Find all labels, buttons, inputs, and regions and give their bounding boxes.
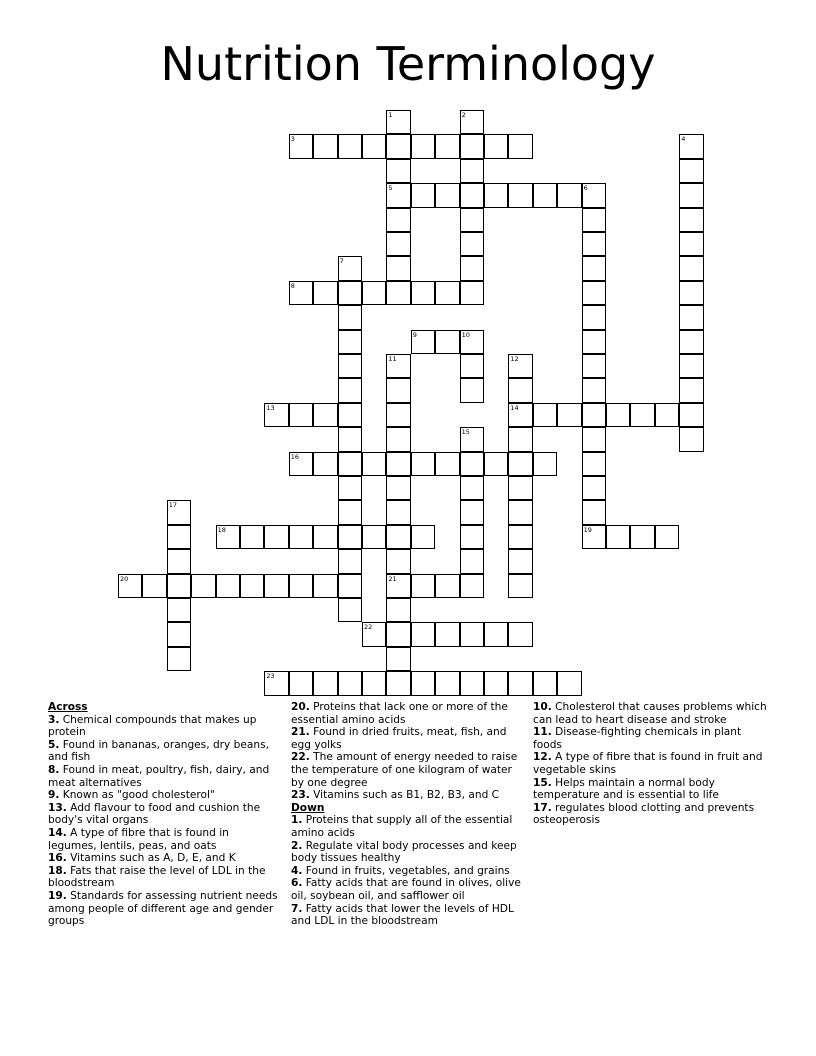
grid-cell[interactable] <box>338 330 362 354</box>
clue-number: 3. <box>48 713 60 726</box>
grid-cell[interactable] <box>338 305 362 329</box>
grid-cell[interactable] <box>655 403 679 427</box>
grid-cell[interactable] <box>508 671 532 695</box>
clue-number: 19. <box>48 889 67 902</box>
clue-number: 1. <box>291 814 303 827</box>
grid-cell[interactable] <box>191 574 215 598</box>
grid-cell[interactable] <box>362 452 386 476</box>
grid-cell[interactable] <box>582 452 606 476</box>
grid-cell[interactable] <box>167 574 191 598</box>
clue-number: 18. <box>48 864 67 877</box>
grid-cell[interactable] <box>264 403 288 427</box>
grid-cell[interactable] <box>679 427 703 451</box>
grid-cell[interactable] <box>289 574 313 598</box>
grid-cell[interactable] <box>460 476 484 500</box>
grid-cell[interactable] <box>460 378 484 402</box>
grid-cell[interactable] <box>582 427 606 451</box>
grid-cell[interactable] <box>484 622 508 646</box>
grid-cell[interactable] <box>460 134 484 158</box>
grid-cell[interactable] <box>460 671 484 695</box>
grid-cell[interactable] <box>386 598 410 622</box>
grid-cell[interactable] <box>679 378 703 402</box>
grid-cell[interactable] <box>289 403 313 427</box>
grid-cell[interactable] <box>411 622 435 646</box>
clue-column-2 <box>291 701 527 928</box>
grid-cell[interactable] <box>508 403 532 427</box>
clue-item <box>48 865 280 890</box>
grid-cell[interactable] <box>386 232 410 256</box>
clue-item <box>291 840 527 865</box>
grid-cell[interactable] <box>582 403 606 427</box>
grid-cell[interactable] <box>167 647 191 671</box>
grid-cell[interactable] <box>557 403 581 427</box>
across-heading: Across <box>48 701 88 713</box>
clue-text: Regulate vital body processes and keep body tissues healthy <box>291 839 517 865</box>
grid-cell[interactable] <box>460 208 484 232</box>
grid-cell[interactable] <box>167 525 191 549</box>
clue-item <box>48 852 280 865</box>
grid-cell[interactable] <box>508 183 532 207</box>
grid-cell[interactable] <box>338 403 362 427</box>
grid-cell[interactable] <box>386 378 410 402</box>
grid-cell[interactable] <box>679 354 703 378</box>
clue-item <box>48 789 280 802</box>
grid-cell[interactable] <box>338 354 362 378</box>
clue-text: Found in fruits, vegetables, and grains <box>302 864 510 877</box>
grid-cell[interactable] <box>435 622 459 646</box>
clue-text: Found in dried fruits, meat, fish, and egg yolks <box>291 726 507 751</box>
grid-cell[interactable] <box>289 525 313 549</box>
grid-cell[interactable] <box>460 183 484 207</box>
clue-number-label: 20 <box>120 574 129 583</box>
clue-item <box>48 764 280 789</box>
clue-text: Fatty acids that are found in olives, olive oil, soybean oil, and safflower oil <box>291 877 521 902</box>
grid-cell[interactable] <box>435 452 459 476</box>
grid-cell[interactable] <box>460 622 484 646</box>
clue-number-label: 5 <box>388 184 393 193</box>
grid-cell[interactable] <box>679 256 703 280</box>
clue-text: A type of fibre that is found in legumes, lentils, peas, and oats <box>48 826 229 852</box>
clue-number: 11. <box>533 726 552 739</box>
grid-cell[interactable] <box>338 549 362 573</box>
grid-cell[interactable] <box>167 598 191 622</box>
grid-cell[interactable] <box>460 549 484 573</box>
grid-cell[interactable] <box>264 671 288 695</box>
grid-cell[interactable] <box>167 500 191 524</box>
grid-cell[interactable] <box>508 525 532 549</box>
grid-cell[interactable] <box>386 403 410 427</box>
grid-cell[interactable] <box>508 500 532 524</box>
clue-item <box>533 701 769 726</box>
clue-number: 16. <box>48 852 67 865</box>
grid-cell[interactable] <box>508 622 532 646</box>
grid-cell[interactable] <box>508 427 532 451</box>
clue-number: 13. <box>48 801 67 814</box>
grid-cell[interactable] <box>313 452 337 476</box>
grid-cell[interactable] <box>582 354 606 378</box>
grid-cell[interactable] <box>362 525 386 549</box>
grid-cell[interactable] <box>533 671 557 695</box>
grid-cell[interactable] <box>435 183 459 207</box>
clue-text: Fatty acids that lower the levels of HDL and LDL in the bloodstream <box>291 902 514 928</box>
grid-cell[interactable] <box>386 476 410 500</box>
grid-cell[interactable] <box>508 549 532 573</box>
grid-cell[interactable] <box>411 525 435 549</box>
clue-number-label: 21 <box>388 574 397 583</box>
grid-cell[interactable] <box>386 159 410 183</box>
clue-item <box>291 814 527 839</box>
clue-item <box>533 802 769 827</box>
grid-cell[interactable] <box>118 574 142 598</box>
clue-text: regulates blood clotting and prevents osteoperosis <box>533 801 755 827</box>
clue-number-label: 1 <box>388 111 393 119</box>
grid-cell[interactable] <box>508 134 532 158</box>
grid-cell[interactable] <box>386 622 410 646</box>
grid-cell[interactable] <box>460 574 484 598</box>
grid-cell[interactable] <box>216 574 240 598</box>
clue-text: Vitamins such as A, D, E, and K <box>66 852 236 865</box>
grid-cell[interactable] <box>411 671 435 695</box>
grid-cell[interactable] <box>460 256 484 280</box>
grid-cell[interactable] <box>460 330 484 354</box>
grid-cell[interactable] <box>582 281 606 305</box>
grid-cell[interactable] <box>533 183 557 207</box>
clue-item <box>291 726 527 751</box>
clue-item <box>48 739 280 764</box>
grid-cell[interactable] <box>460 500 484 524</box>
clue-number: 12. <box>533 751 552 764</box>
grid-cell[interactable] <box>679 183 703 207</box>
clue-number-label: 15 <box>461 428 470 437</box>
grid-cell[interactable] <box>460 525 484 549</box>
clue-text: Known as "good cholesterol" <box>59 789 215 802</box>
grid-cell[interactable] <box>435 671 459 695</box>
clue-number: 6. <box>291 877 303 890</box>
clue-number-label: 10 <box>461 330 470 339</box>
clue-number-label: 22 <box>364 623 373 632</box>
clue-number-label: 9 <box>412 330 417 339</box>
clue-item <box>533 777 769 802</box>
clue-item <box>48 890 280 928</box>
grid-cell[interactable] <box>289 281 313 305</box>
down-heading: Down <box>291 801 325 814</box>
grid-cell[interactable] <box>533 403 557 427</box>
clue-number-label: 2 <box>461 111 466 119</box>
clue-item <box>291 789 527 802</box>
clue-number: 2. <box>291 839 303 852</box>
clue-number-label: 16 <box>290 452 300 461</box>
grid-cell[interactable] <box>289 134 313 158</box>
grid-cell[interactable] <box>435 281 459 305</box>
grid-cell[interactable] <box>264 525 288 549</box>
grid-cell[interactable] <box>460 110 484 134</box>
grid-cell[interactable] <box>386 549 410 573</box>
clue-text: Helps maintain a normal body temperature and is essential to life <box>533 776 719 802</box>
clue-number-label: 14 <box>510 403 519 412</box>
grid-cell[interactable] <box>460 354 484 378</box>
grid-cell[interactable] <box>411 281 435 305</box>
clue-column-3 <box>533 701 769 827</box>
grid-cell[interactable] <box>338 256 362 280</box>
clue-text: Proteins that lack one or more of the essential amino acids <box>291 701 508 726</box>
grid-cell[interactable] <box>484 183 508 207</box>
clue-number-label: 11 <box>388 355 397 363</box>
clue-text: Disease-fighting chemicals in plant foods <box>533 726 742 751</box>
clue-text: Chemical compounds that makes up protein <box>48 713 257 739</box>
grid-cell[interactable] <box>338 598 362 622</box>
clue-item <box>48 827 280 852</box>
grid-cell[interactable] <box>386 500 410 524</box>
grid-cell[interactable] <box>338 452 362 476</box>
clue-text: Proteins that supply all of the essential amino acids <box>291 814 513 839</box>
clue-item <box>533 751 769 776</box>
grid-cell[interactable] <box>313 281 337 305</box>
grid-cell[interactable] <box>411 574 435 598</box>
grid-cell[interactable] <box>582 305 606 329</box>
grid-cell[interactable] <box>338 427 362 451</box>
grid-cell[interactable] <box>508 354 532 378</box>
grid-cell[interactable] <box>362 281 386 305</box>
clue-item <box>291 903 527 928</box>
grid-cell[interactable] <box>386 574 410 598</box>
clue-number: 17. <box>533 801 552 814</box>
grid-cell[interactable] <box>338 476 362 500</box>
clue-number: 4. <box>291 864 303 877</box>
clue-text: Found in meat, poultry, fish, dairy, and meat alternatives <box>48 763 270 789</box>
grid-cell[interactable] <box>582 183 606 207</box>
grid-cell[interactable] <box>386 183 410 207</box>
clue-number-label: 19 <box>583 525 592 534</box>
grid-cell[interactable] <box>313 403 337 427</box>
grid-cell[interactable] <box>508 378 532 402</box>
clue-number: 5. <box>48 738 60 751</box>
grid-cell[interactable] <box>582 525 606 549</box>
grid-cell[interactable] <box>582 256 606 280</box>
grid-cell[interactable] <box>386 647 410 671</box>
grid-cell[interactable] <box>411 330 435 354</box>
grid-cell[interactable] <box>386 525 410 549</box>
grid-cell[interactable] <box>582 500 606 524</box>
grid-cell[interactable] <box>679 159 703 183</box>
grid-cell[interactable] <box>289 671 313 695</box>
grid-cell[interactable] <box>582 208 606 232</box>
clue-number-label: 3 <box>290 135 295 144</box>
clue-text: Standards for assessing nutrient needs among people of different age and gender groups <box>48 889 278 928</box>
grid-cell[interactable] <box>679 281 703 305</box>
clue-number-label: 12 <box>510 355 519 363</box>
clue-number: 23. <box>291 789 310 802</box>
grid-cell[interactable] <box>508 476 532 500</box>
grid-cell[interactable] <box>338 525 362 549</box>
clue-number-label: 18 <box>217 525 226 534</box>
grid-cell[interactable] <box>411 183 435 207</box>
clue-number-label: 23 <box>266 672 275 681</box>
clue-number: 7. <box>291 902 303 915</box>
grid-cell[interactable] <box>435 330 459 354</box>
grid-cell[interactable] <box>508 574 532 598</box>
clue-number-label: 7 <box>339 257 344 266</box>
grid-cell[interactable] <box>557 671 581 695</box>
grid-cell[interactable] <box>240 574 264 598</box>
clue-item <box>291 877 527 902</box>
clue-item <box>291 865 527 878</box>
grid-cell[interactable] <box>533 452 557 476</box>
grid-cell[interactable] <box>582 378 606 402</box>
grid-cell[interactable] <box>460 232 484 256</box>
clue-number-label: 17 <box>168 501 178 510</box>
grid-cell[interactable] <box>386 256 410 280</box>
grid-cell[interactable] <box>313 574 337 598</box>
grid-cell[interactable] <box>582 232 606 256</box>
grid-cell[interactable] <box>679 330 703 354</box>
grid-cell[interactable] <box>386 134 410 158</box>
grid-cell[interactable] <box>289 452 313 476</box>
grid-cell[interactable] <box>240 525 264 549</box>
grid-cell[interactable] <box>362 622 386 646</box>
clue-number: 8. <box>48 763 60 776</box>
grid-cell[interactable] <box>460 452 484 476</box>
clue-text: A type of fibre that is found in fruit and vegetable skins <box>533 751 763 776</box>
grid-cell[interactable] <box>484 671 508 695</box>
grid-cell[interactable] <box>630 403 654 427</box>
grid-cell[interactable] <box>386 208 410 232</box>
grid-cell[interactable] <box>264 574 288 598</box>
grid-cell[interactable] <box>582 330 606 354</box>
grid-cell[interactable] <box>216 525 240 549</box>
grid-cell[interactable] <box>338 671 362 695</box>
clue-number-label: 6 <box>583 184 588 193</box>
clue-number-label: 13 <box>266 403 275 412</box>
grid-cell[interactable] <box>167 622 191 646</box>
page-title: Nutrition Terminology <box>160 37 656 91</box>
grid-cell[interactable] <box>386 452 410 476</box>
clue-number-label: 8 <box>290 281 295 290</box>
clue-number: 21. <box>291 726 310 739</box>
clue-item <box>291 751 527 789</box>
grid-cell[interactable] <box>386 671 410 695</box>
grid-cell[interactable] <box>338 500 362 524</box>
grid-cell[interactable] <box>460 281 484 305</box>
clue-number: 14. <box>48 826 67 839</box>
grid-cell[interactable] <box>679 403 703 427</box>
grid-cell[interactable] <box>460 159 484 183</box>
grid-cell[interactable] <box>679 208 703 232</box>
grid-cell[interactable] <box>313 671 337 695</box>
clue-number: 9. <box>48 789 60 802</box>
clue-item <box>48 802 280 827</box>
clue-item <box>533 726 769 751</box>
grid-cell[interactable] <box>362 671 386 695</box>
grid-cell[interactable] <box>460 427 484 451</box>
grid-cell[interactable] <box>679 232 703 256</box>
grid-cell[interactable] <box>606 403 630 427</box>
grid-cell[interactable] <box>484 134 508 158</box>
clue-text: The amount of energy needed to raise the temperature of one kilogram of water by one degree <box>291 751 518 789</box>
grid-cell[interactable] <box>582 476 606 500</box>
clue-item <box>48 714 280 739</box>
clue-number: 22. <box>291 751 310 764</box>
clue-number: 20. <box>291 701 310 713</box>
grid-cell[interactable] <box>338 574 362 598</box>
grid-cell[interactable] <box>386 354 410 378</box>
clue-text: Vitamins such as B1, B2, B3, and C <box>309 789 500 802</box>
grid-cell[interactable] <box>655 525 679 549</box>
clue-text: Add flavour to food and cushion the body's vital organs <box>48 801 261 827</box>
grid-cell[interactable] <box>386 427 410 451</box>
grid-cell[interactable] <box>508 452 532 476</box>
clue-column-1 <box>48 701 280 928</box>
clue-text: Found in bananas, oranges, dry beans, and fish <box>48 738 269 764</box>
grid-cell[interactable] <box>142 574 166 598</box>
clue-text: Cholesterol that causes problems which can lead to heart disease and stroke <box>533 701 767 726</box>
grid-cell[interactable] <box>386 281 410 305</box>
grid-cell[interactable] <box>386 110 410 134</box>
grid-cell[interactable] <box>484 452 508 476</box>
clue-number: 10. <box>533 701 552 713</box>
grid-cell[interactable] <box>679 305 703 329</box>
grid-cell[interactable] <box>338 281 362 305</box>
grid-cell[interactable] <box>606 525 630 549</box>
grid-cell[interactable] <box>679 134 703 158</box>
grid-cell[interactable] <box>630 525 654 549</box>
grid-cell[interactable] <box>411 134 435 158</box>
clue-number: 15. <box>533 776 552 789</box>
clue-item <box>291 701 527 726</box>
grid-cell[interactable] <box>435 134 459 158</box>
grid-cell[interactable] <box>362 134 386 158</box>
grid-cell[interactable] <box>435 574 459 598</box>
grid-cell[interactable] <box>338 134 362 158</box>
grid-cell[interactable] <box>338 378 362 402</box>
grid-cell[interactable] <box>411 452 435 476</box>
grid-cell[interactable] <box>557 183 581 207</box>
grid-cell[interactable] <box>167 549 191 573</box>
clue-text: Fats that raise the level of LDL in the bloodstream <box>48 864 266 890</box>
clue-number-label: 4 <box>681 135 686 144</box>
grid-cell[interactable] <box>313 134 337 158</box>
grid-cell[interactable] <box>313 525 337 549</box>
